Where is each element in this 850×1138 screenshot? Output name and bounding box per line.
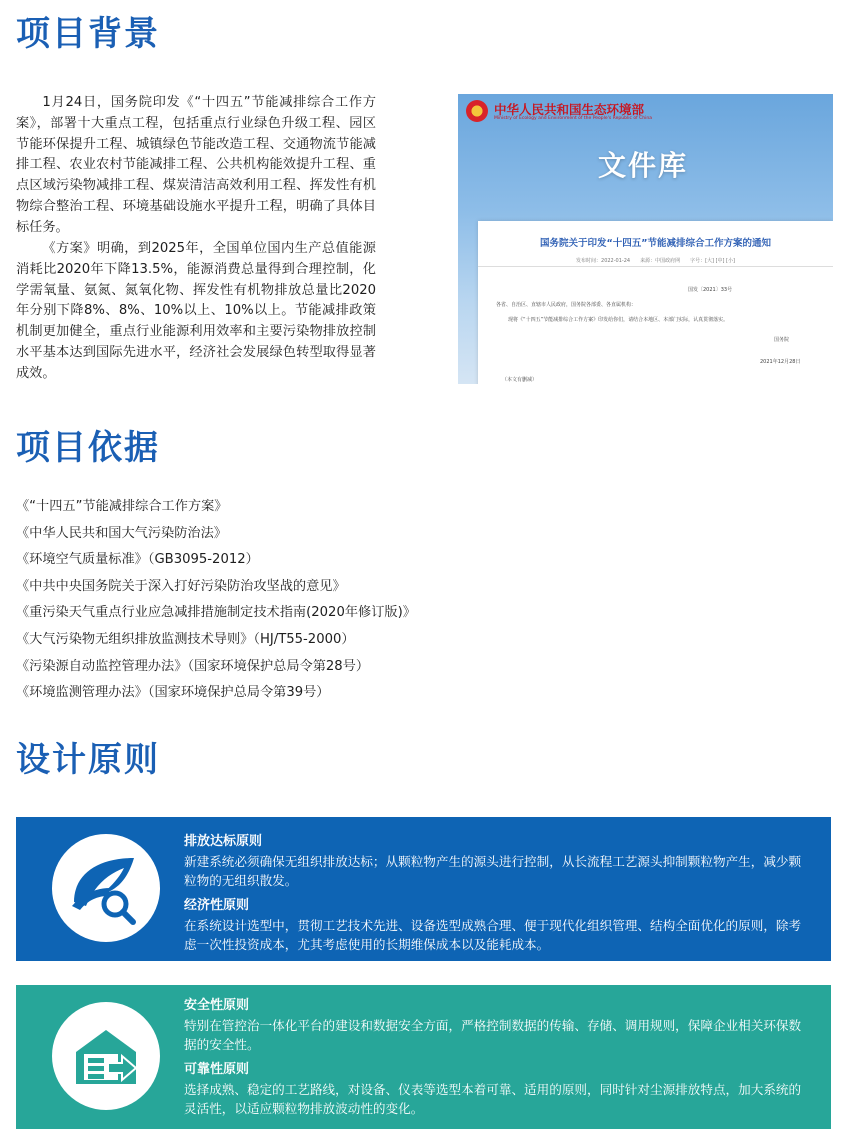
principle-body: 特别在管控治一体化平台的建设和数据安全方面，严格控制数据的传输、存储、调用规则，保障企业相关环保数据的安全性。 xyxy=(184,1018,802,1052)
principle-block xyxy=(184,832,808,890)
icon-circle xyxy=(52,1002,160,1110)
background-paragraph-1: 1月24日，国务院印发《“十四五”节能减排综合工作方案》，部署十大重点工程，包括重点行业绿色升级工程、园区节能环保提升工程、城镇绿色节能改造工程、交通物流节能减排工程、农业农村节能减排工程、公共机构能效提升工程、重点区域污染物减排工程、煤炭清洁高效利用工程、挥发性有机物综合整治工程、环境基础设施水平提升工程，明确了具体目标任务。 xyxy=(16,95,376,235)
doc-salutation: 各省、自治区、直辖市人民政府，国务院各部委、各直属机构： xyxy=(496,302,637,308)
principle-body: 在系统设计选型中，贯彻工艺技术先进、设备选型成熟合理、便于现代化组织管理、结构全面优化的原则，除考虑一次性投资成本，尤其考虑使用的长期维保成本以及能耗成本。 xyxy=(184,918,802,952)
principles-panel-1 xyxy=(16,817,831,961)
heading-project-basis: 项目依据 xyxy=(16,428,160,468)
principle-title: 可靠性原则 xyxy=(184,1062,250,1077)
library-title: 文件库 xyxy=(598,149,689,182)
principles-panel-2 xyxy=(16,985,831,1129)
ministry-name: 中华人民共和国生态环境部 xyxy=(494,102,645,117)
leaf-magnifier-icon xyxy=(52,834,160,942)
principle-title: 安全性原则 xyxy=(184,998,250,1013)
document-screenshot xyxy=(458,94,833,384)
doc-title: 国务院关于印发“十四五”节能减排综合工作方案的通知 xyxy=(540,238,771,249)
heading-project-background: 项目背景 xyxy=(16,14,160,54)
list-item: 《中华人民共和国大气污染防治法》 xyxy=(16,525,227,541)
doc-body: 现将《“十四五”节能减排综合工作方案》印发给你们，请结合本地区、本部门实际，认真贯彻落实。 xyxy=(508,317,729,323)
background-paragraph-2: 《方案》明确，到2025年，全国单位国内生产总值能源消耗比2020年下降13.5%，能源消费总量得到合理控制，化学需氧量、氨氮、氮氧化物、挥发性有机物排放总量比2020年分别下降8%、8%、10%以上、10%以上。节能减排政策机制更加健全，重点行业能源利用效率和主要污染物排放控制水平基本达到国际先进水平，经济社会发展绿色转型取得显著成效。 xyxy=(16,241,376,381)
ministry-name-en: Ministry of Ecology and Environment of the People's Republic of China xyxy=(494,116,652,121)
list-item: 《重污染天气重点行业应急减排措施制定技术指南(2020年修订版)》 xyxy=(16,605,416,621)
doc-divider xyxy=(478,266,833,267)
principle-block xyxy=(184,996,808,1054)
doc-note: （本文有删减） xyxy=(502,377,538,383)
list-item: 《污染源自动监控管理办法》（国家环境保护总局令第28号） xyxy=(16,658,370,674)
list-item: 《“十四五”节能减排综合工作方案》 xyxy=(16,499,228,514)
principle-title: 排放达标原则 xyxy=(184,834,263,849)
national-emblem-icon xyxy=(466,100,488,122)
principle-body: 新建系统必须确保无组织排放达标；从颗粒物产生的源头进行控制，从长流程工艺源头抑制颗粒物产生，减少颗粒物的无组织散发。 xyxy=(184,854,802,888)
principle-title: 经济性原则 xyxy=(184,898,250,913)
principle-body: 选择成熟、稳定的工艺路线，对设备、仪表等选型本着可靠、适用的原则，同时针对尘源排放特点，加大系统的灵活性，以适应颗粒物排放波动性的变化。 xyxy=(184,1082,802,1116)
document-paper xyxy=(478,221,833,384)
doc-meta: 发布时间：2022-01-24 来源：中国政府网 字号：[大] [中] [小] xyxy=(576,258,735,264)
heading-design-principles: 设计原则 xyxy=(16,740,160,780)
warehouse-export-icon xyxy=(52,1002,160,1110)
doc-date: 2021年12月28日 xyxy=(760,359,801,365)
list-item: 《中共中央国务院关于深入打好污染防治攻坚战的意见》 xyxy=(16,578,346,594)
list-item: 《大气污染物无组织排放监测技术导则》（HJ/T55-2000） xyxy=(16,631,355,647)
principle-block xyxy=(184,1060,808,1118)
basis-list xyxy=(16,494,416,707)
list-item: 《环境监测管理办法》（国家环境保护总局令第39号） xyxy=(16,685,330,701)
list-item: 《环境空气质量标准》（GB3095-2012） xyxy=(16,552,259,568)
doc-number: 国发〔2021〕33号 xyxy=(688,287,733,293)
icon-circle xyxy=(52,834,160,942)
doc-signer: 国务院 xyxy=(774,337,790,343)
principle-block xyxy=(184,896,808,954)
